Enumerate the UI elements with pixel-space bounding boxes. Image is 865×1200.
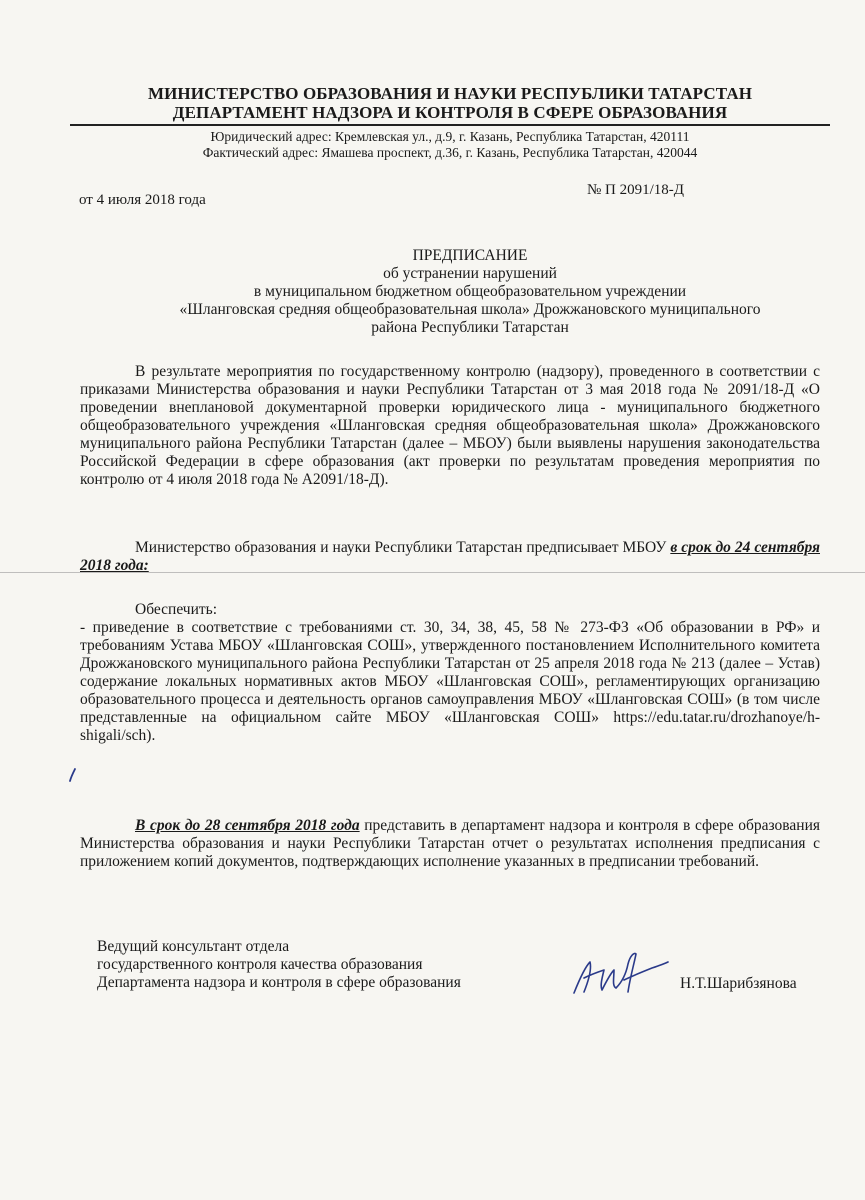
title-line-4: «Шланговская средняя общеобразовательная школа» Дрожжановского муниципального	[179, 301, 761, 318]
title-line-5: района Республики Татарстан	[371, 319, 569, 336]
order-text: Министерство образования и науки Республики Татарстан предписывает МБОУ	[135, 539, 671, 556]
signatory-name: Н.Т.Шарибзянова	[680, 975, 797, 992]
position-line-2: государственного контроля качества образования	[97, 956, 423, 973]
document-title	[120, 247, 820, 337]
paragraph-findings: В результате мероприятия по государственному контролю (надзору), проведенного в соответствии с приказами Министерства образования и науки Республики Татарстан от 3 мая 2018 года № 2091/18-Д «О проведении внеплановой документарной проверки юридического лица - муниципального бюджетного общеобразовательного учреждения «Шланговская средняя общеобразовательная школа» Дрожжановского муниципального района Республики Татарстан (далее – МБОУ) были выявлены нарушения законодательства Российской Федерации в сфере образования (акт проверки по результатам проведения мероприятия по контролю от 4 июля 2018 года № А2091/18-Д).	[80, 363, 820, 488]
document-date: от 4 июля 2018 года	[79, 192, 206, 208]
document-number: № П 2091/18-Д	[587, 182, 685, 198]
title-line-1: ПРЕДПИСАНИЕ	[412, 247, 528, 264]
paragraph-requirement: - приведение в соответствие с требованиями ст. 30, 34, 38, 45, 58 № 273-ФЗ «Об образовании в РФ» и требованиям Устава МБОУ «Шланговская СОШ», утвержденного постановлением Исполнительного комитета Дрожжановского муниципального района Республики Татарстан от 25 апреля 2018 года № 213 (далее – Устав) содержание локальных нормативных актов МБОУ «Шланговская СОШ», регламентирующих организацию образовательного процесса и деятельность органов самоуправления МБОУ «Шланговская СОШ» (в том числе представленные на официальном сайте МБОУ «Шланговская СОШ» https://edu.tatar.ru/drozhanoye/h-shigali/sch).	[80, 619, 820, 744]
addresses	[70, 129, 830, 161]
title-line-3: в муниципальном бюджетном общеобразовательном учреждении	[253, 283, 687, 300]
position-line-3: Департамента надзора и контроля в сфере образования	[97, 974, 461, 991]
report-deadline: В срок до 28 сентября 2018 года	[135, 817, 360, 834]
paragraph-order	[80, 539, 820, 575]
signatory-position	[97, 938, 461, 992]
order-deadline: в срок до 24 сентября 2018 года:	[80, 539, 820, 574]
legal-address: Юридический адрес: Кремлевская ул., д.9, г. Казань, Республика Татарстан, 420111	[210, 129, 690, 144]
fold-line	[0, 572, 865, 573]
report-text: представить в департамент надзора и контроля в сфере образования Министерства образования и науки Республики Татарстан отчет о результатах исполнения предписания с приложением копий документов, подтверждающих исполнение указанных в предписании требований.	[80, 817, 820, 870]
pen-mark	[68, 768, 78, 782]
department-name: ДЕПАРТАМЕНТ НАДЗОРА И КОНТРОЛЯ В СФЕРЕ ОБРАЗОВАНИЯ	[172, 103, 728, 122]
paragraph-ensure: Обеспечить:	[135, 601, 218, 618]
header-rule	[70, 124, 830, 126]
position-line-1: Ведущий консультант отдела	[97, 938, 290, 955]
handwritten-signature	[568, 948, 673, 1003]
letterhead	[70, 84, 830, 122]
paragraph-report	[80, 817, 820, 871]
ministry-name: МИНИСТЕРСТВО ОБРАЗОВАНИЯ И НАУКИ РЕСПУБЛИКИ ТАТАРСТАН	[147, 84, 753, 103]
title-line-2: об устранении нарушений	[383, 265, 557, 282]
actual-address: Фактический адрес: Ямашева проспект, д.36, г. Казань, Республика Татарстан, 420044	[202, 145, 698, 160]
